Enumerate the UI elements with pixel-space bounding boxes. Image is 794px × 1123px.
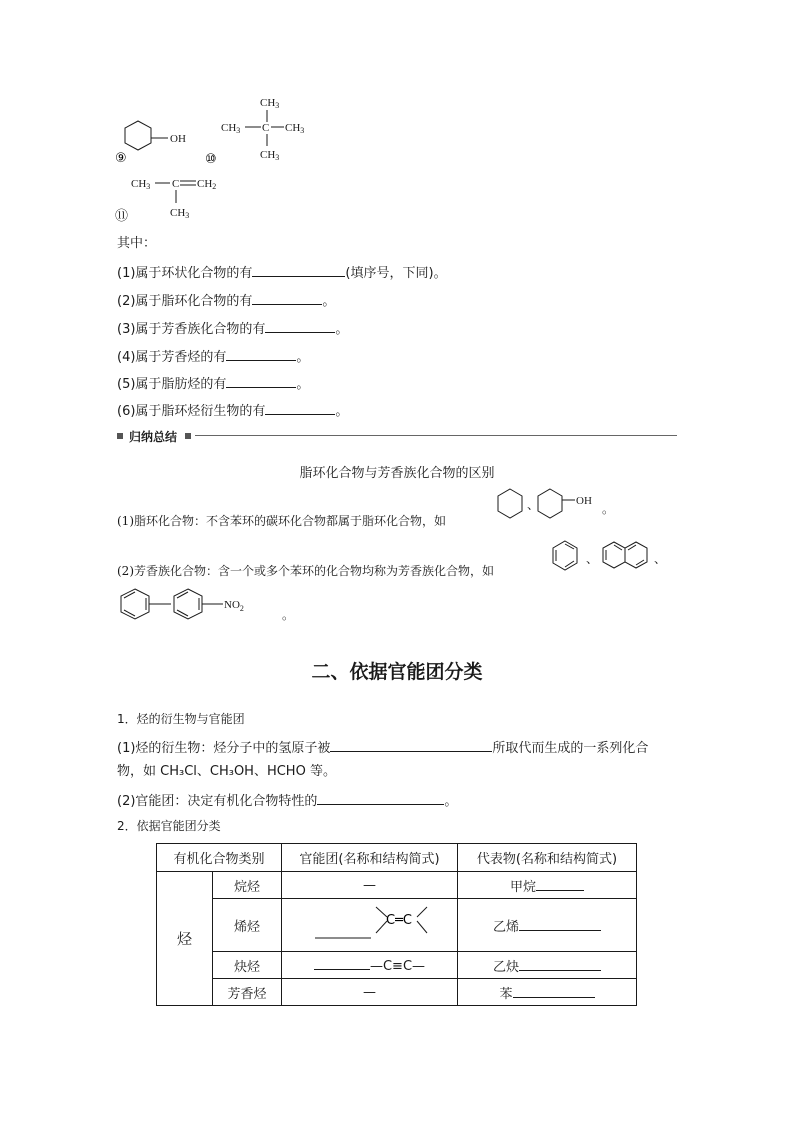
question-6	[117, 401, 348, 420]
answer-blank-2[interactable]	[252, 291, 322, 305]
oh-label: OH	[576, 495, 592, 507]
answer-blank-rep-1[interactable]	[536, 877, 584, 891]
functional-group-table	[156, 843, 637, 1006]
summary-p2-end: 。	[282, 608, 295, 622]
fg-cell	[282, 899, 458, 952]
table-header-rep: 代表物(名称和结构简式)	[458, 844, 637, 872]
question-4-text: (4)属于芳香烃的有	[117, 350, 227, 365]
ch2-label: CH2	[197, 178, 217, 191]
structure-11	[110, 170, 240, 225]
s1-p2-text: (2)官能团：决定有机化合物特性的	[117, 794, 318, 809]
answer-blank-rep-2[interactable]	[519, 917, 601, 931]
ch3-top: CH3	[260, 97, 280, 110]
answer-blank-3[interactable]	[265, 319, 335, 333]
question-3-text: (3)属于芳香族化合物的有	[117, 322, 266, 337]
no2-label: $NO_2$	[224, 599, 244, 613]
table-header-fg: 官能团(名称和结构简式)	[282, 844, 458, 872]
subsection-1-title: 1．烃的衍生物与官能团	[117, 712, 245, 726]
s1-p1-suffix: 所取代而生成的一系列化合	[492, 741, 649, 756]
oh-label: OH	[170, 133, 186, 145]
structure-9	[110, 112, 200, 172]
ch3-left: CH3	[131, 178, 151, 191]
ch3-left: CH3	[221, 122, 241, 135]
rep-cell: 乙炔	[458, 952, 637, 979]
s1-p2-suffix: 。	[444, 794, 458, 809]
question-3	[117, 319, 348, 338]
fg-cell: —	[282, 979, 458, 1006]
rep-cell: 甲烷	[458, 872, 637, 899]
structure-number-9: ⑨	[115, 151, 127, 166]
answer-blank-rep-4[interactable]	[513, 984, 595, 998]
naphthalene-example	[602, 540, 652, 576]
question-2	[117, 291, 335, 310]
section-title: 二、依据官能团分类	[311, 661, 483, 683]
square-bullet-icon	[185, 433, 191, 439]
nitrobiphenyl-example	[117, 586, 287, 622]
answer-blank-8[interactable]	[317, 791, 444, 805]
question-5-suffix: 。	[296, 377, 310, 392]
alkene-fg-label: C═C	[385, 913, 412, 928]
question-4	[117, 347, 309, 366]
rep-cell: 乙烯	[458, 899, 637, 952]
summary-p1: (1)脂环化合物：不含苯环的碳环化合物都属于脂环化合物，如	[117, 514, 447, 528]
class-cell: 炔烃	[213, 952, 282, 979]
question-1-text: (1)属于环状化合物的有	[117, 266, 253, 281]
ch3-bottom: CH3	[260, 149, 280, 162]
question-5-text: (5)属于脂肪烃的有	[117, 377, 227, 392]
summary-p2-sep2: 、	[654, 552, 667, 566]
class-cell: 烯烃	[213, 899, 282, 952]
table-row	[157, 952, 637, 979]
answer-blank-rep-3[interactable]	[519, 957, 601, 971]
cyclohexane-example	[497, 486, 527, 524]
answer-blank-1[interactable]	[252, 263, 345, 277]
question-6-suffix: 。	[335, 404, 349, 419]
s1-p1-line2: 物，如 CH₃Cl、CH₃OH、HCHO 等。	[117, 764, 336, 779]
table-header-class: 有机化合物类别	[157, 844, 282, 872]
question-1-suffix: (填序号，下同)。	[345, 266, 447, 281]
question-4-suffix: 。	[296, 350, 310, 365]
carbon-center: C	[172, 178, 180, 190]
alkene-fg-drawing	[283, 899, 457, 947]
summary-p2: (2)芳香族化合物：含一个或多个苯环的化合物均称为芳香族化合物，如	[117, 564, 495, 578]
fg-cell	[282, 952, 458, 979]
class-cell: 烷烃	[213, 872, 282, 899]
s1-p1-text: (1)烃的衍生物：烃分子中的氢原子被	[117, 741, 331, 756]
s1-paragraph-1	[117, 738, 648, 757]
summary-p2-sep1: 、	[586, 552, 599, 566]
answer-blank-fg-3[interactable]	[314, 956, 370, 970]
ch3-right: CH3	[285, 122, 305, 135]
question-2-text: (2)属于脂环化合物的有	[117, 294, 253, 309]
alkyne-fg-label: —C≡C—	[369, 959, 426, 974]
square-bullet-icon	[117, 433, 123, 439]
cyclohexanol-example	[537, 486, 607, 524]
benzene-example	[552, 538, 582, 578]
answer-blank-5[interactable]	[226, 374, 296, 388]
question-2-suffix: 。	[322, 294, 336, 309]
answer-blank-7[interactable]	[330, 738, 492, 752]
summary-p1-end: 。	[602, 502, 615, 516]
table-row	[157, 899, 637, 952]
ch3-bottom: CH3	[170, 207, 190, 220]
question-6-text: (6)属于脂环烃衍生物的有	[117, 404, 266, 419]
rep-cell: 苯	[458, 979, 637, 1006]
question-3-suffix: 。	[335, 322, 349, 337]
structure-number-11: ⑪	[115, 209, 129, 224]
answer-blank-4[interactable]	[226, 347, 296, 361]
question-1	[117, 263, 447, 282]
s1-paragraph-2	[117, 791, 457, 810]
summary-title: 脂环化合物与芳香族化合物的区别	[299, 466, 495, 481]
class-cell: 芳香烃	[213, 979, 282, 1006]
structure-number-10: ⑩	[205, 152, 217, 167]
group-hydrocarbon: 烃	[157, 872, 213, 1006]
table-row	[157, 979, 637, 1006]
structure-10	[200, 92, 320, 167]
question-5	[117, 374, 309, 393]
summary-p1-sep: 、	[527, 498, 540, 512]
divider	[195, 435, 677, 436]
fg-cell: —	[282, 872, 458, 899]
carbon-center: C	[262, 122, 270, 134]
table-row	[157, 872, 637, 899]
subsection-2-title: 2．依据官能团分类	[117, 819, 221, 833]
summary-header: 归纳总结	[129, 430, 178, 444]
summary-header-bar	[117, 429, 677, 443]
answer-blank-6[interactable]	[265, 401, 335, 415]
intro-text: 其中：	[117, 236, 157, 251]
